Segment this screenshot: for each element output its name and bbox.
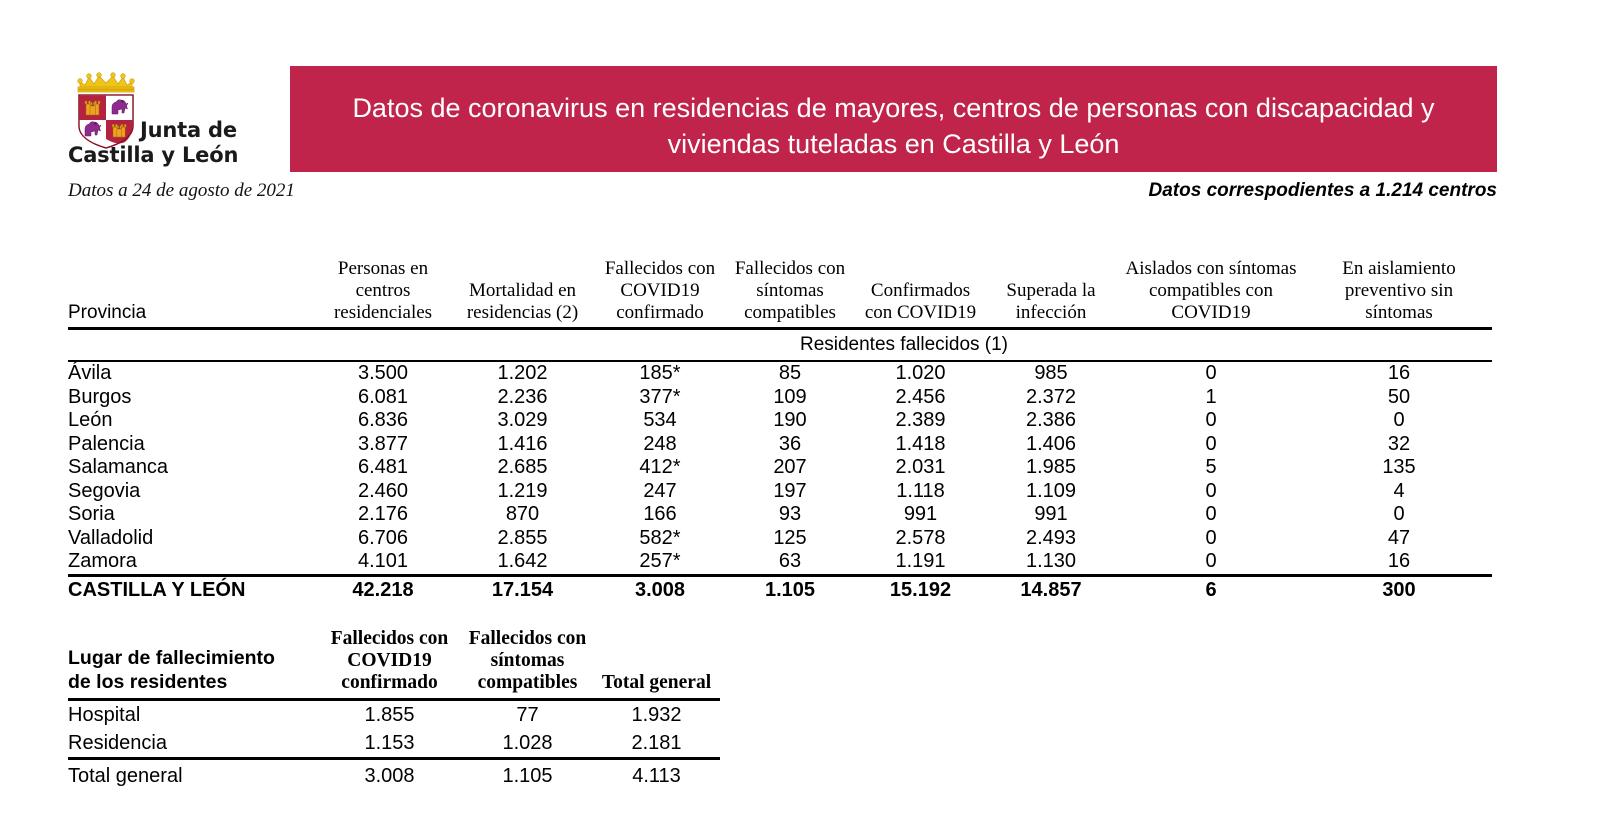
cell-mortalidad: 1.219 xyxy=(497,479,548,502)
col-header-superada-infeccion: Superada la infección xyxy=(986,258,1116,329)
col-header-aislados-sintomas: Aislados con síntomas compatibles con COVID19 xyxy=(1116,258,1306,329)
cell-fallecidos-confirmado: 582* xyxy=(639,526,681,549)
cell-aislados-sintomas: 0 xyxy=(1205,362,1217,384)
place-of-death-table-container xyxy=(68,628,720,792)
table-row xyxy=(68,386,1492,410)
cell-mortalidad: 1.202 xyxy=(497,362,548,384)
cell-provincia: Segovia xyxy=(68,479,141,502)
cell-aislados-sintomas: 0 xyxy=(1205,526,1217,549)
col-header-fallecidos-compatibles: Fallecidos con síntomas compatibles xyxy=(462,628,593,700)
cell-total-mortalidad: 17.154 xyxy=(450,575,595,603)
date-note: Datos a 24 de agosto de 2021 xyxy=(68,180,295,201)
cell-personas: 6.836 xyxy=(357,409,409,431)
cell-aislados-sintomas: 0 xyxy=(1205,432,1217,455)
cell-total-fallecidos-confirmado: 3.008 xyxy=(595,575,725,603)
cell-aislados-sintomas: 0 xyxy=(1205,409,1217,431)
cell-total-aislamiento-preventivo: 300 xyxy=(1306,575,1492,603)
cell-fallecidos-compatibles: 109 xyxy=(773,385,807,408)
cell-personas: 3.877 xyxy=(357,432,409,455)
centers-count-note: Datos correspodientes a 1.214 centros xyxy=(1148,180,1497,201)
cell-fallecidos-compatibles: 190 xyxy=(773,409,807,431)
cell-aislamiento-preventivo: 0 xyxy=(1393,409,1405,431)
cell-aislamiento-preventivo: 47 xyxy=(1387,526,1411,549)
cell-total-fallecidos-compatibles: 1.105 xyxy=(725,575,855,603)
cell-compatibles: 77 xyxy=(516,704,539,726)
cell-fallecidos-compatibles: 36 xyxy=(778,432,802,455)
cell-total-general: 4.113 xyxy=(593,759,720,793)
cell-fallecidos-confirmado: 377* xyxy=(639,385,681,408)
cell-aislados-sintomas: 0 xyxy=(1205,479,1217,502)
section-label-residentes-fallecidos: Residentes fallecidos (1) xyxy=(316,329,1492,362)
table-row xyxy=(68,527,1492,551)
cell-total-label: Total general xyxy=(68,759,317,793)
col-header-fallecidos-compatibles: Fallecidos con síntomas compatibles xyxy=(725,258,855,329)
cell-total-confirmados: 15.192 xyxy=(855,575,986,603)
cell-provincia: Palencia xyxy=(68,432,145,455)
cell-provincia: Zamora xyxy=(68,550,137,572)
cell-mortalidad: 1.642 xyxy=(497,550,548,572)
cell-aislados-sintomas: 0 xyxy=(1205,550,1217,572)
col-header-total-general: Total general xyxy=(593,628,720,700)
cell-superada: 2.386 xyxy=(1025,409,1077,431)
cell-confirmado: 1.855 xyxy=(364,704,415,726)
cell-superada: 1.985 xyxy=(1025,456,1077,478)
cell-personas: 2.460 xyxy=(357,479,409,502)
cell-mortalidad: 3.029 xyxy=(497,409,548,431)
col-header-mortalidad: Mortalidad en residencias (2) xyxy=(450,258,595,329)
provinces-table xyxy=(68,258,1492,603)
section-header-row xyxy=(68,329,1492,362)
cell-fallecidos-compatibles: 93 xyxy=(778,503,802,525)
table-row xyxy=(68,361,1492,386)
col-header-confirmados: Confirmados con COVID19 xyxy=(855,258,986,329)
cell-mortalidad: 2.236 xyxy=(497,385,548,408)
cell-superada: 2.372 xyxy=(1025,385,1077,408)
cell-superada: 1.130 xyxy=(1025,550,1077,572)
provinces-table-container xyxy=(68,258,1492,603)
cell-aislamiento-preventivo: 135 xyxy=(1382,456,1416,478)
col-header-personas-centros: Personas en centros residenciales xyxy=(316,258,450,329)
section-spacer xyxy=(68,329,316,362)
page-title: Datos de coronavirus en residencias de mayores, centros de personas con discapacidad y viviendas tuteladas en Castilla y León xyxy=(352,93,1435,159)
cell-total: 2.181 xyxy=(631,732,682,754)
page-header xyxy=(0,0,1600,215)
table-row xyxy=(68,433,1492,457)
cell-aislados-sintomas: 5 xyxy=(1205,456,1217,478)
cell-provincia: Valladolid xyxy=(68,526,154,549)
col-header-fallecidos-confirmado: Fallecidos con COVID19 confirmado xyxy=(595,258,725,329)
cell-lugar: Hospital xyxy=(68,704,141,726)
cell-fallecidos-compatibles: 85 xyxy=(778,362,802,384)
title-banner xyxy=(290,66,1497,172)
table-row xyxy=(68,456,1492,480)
table-row xyxy=(68,480,1492,504)
cell-lugar: Residencia xyxy=(68,732,167,754)
cell-fallecidos-compatibles: 197 xyxy=(773,479,807,502)
table-row xyxy=(68,550,1492,575)
cell-aislamiento-preventivo: 16 xyxy=(1387,550,1411,572)
col-header-lugar: Lugar de fallecimiento de los residentes xyxy=(68,628,317,700)
cell-personas: 6.481 xyxy=(357,456,409,478)
cell-superada: 1.406 xyxy=(1025,432,1077,455)
cell-aislados-sintomas: 1 xyxy=(1205,385,1217,408)
cell-fallecidos-confirmado: 248 xyxy=(643,432,677,455)
cell-total: 1.932 xyxy=(631,704,682,726)
cell-mortalidad: 2.685 xyxy=(497,456,548,478)
logo-line-2: Castilla y León xyxy=(68,143,239,167)
place-table-total-row xyxy=(68,759,720,793)
cell-mortalidad: 2.855 xyxy=(497,526,548,549)
cell-fallecidos-confirmado: 534 xyxy=(643,409,677,431)
table-header-row xyxy=(68,258,1492,329)
cell-personas: 3.500 xyxy=(357,362,409,384)
cell-aislamiento-preventivo: 4 xyxy=(1393,479,1405,502)
cell-fallecidos-confirmado: 257* xyxy=(639,550,681,572)
cell-personas: 6.706 xyxy=(357,526,409,549)
cell-total-aislados-sintomas: 6 xyxy=(1116,575,1306,603)
cell-personas: 2.176 xyxy=(357,503,409,525)
cell-provincia: Soria xyxy=(68,503,115,525)
cell-total-personas: 42.218 xyxy=(316,575,450,603)
cell-compatibles: 1.028 xyxy=(502,732,553,754)
table-total-row xyxy=(68,575,1492,603)
cell-superada: 985 xyxy=(1034,362,1068,384)
cell-personas: 4.101 xyxy=(357,550,409,572)
cell-personas: 6.081 xyxy=(357,385,409,408)
col-header-aislamiento-preventivo: En aislamiento preventivo sin síntomas xyxy=(1306,258,1492,329)
cell-provincia: Burgos xyxy=(68,385,132,408)
cell-fallecidos-confirmado: 166 xyxy=(643,503,677,525)
cell-superada: 991 xyxy=(1034,503,1068,525)
cell-confirmados: 1.118 xyxy=(896,479,945,502)
col-header-provincia: Provincia xyxy=(68,258,316,329)
cell-total-superada: 14.857 xyxy=(986,575,1116,603)
col-header-fallecidos-confirmado: Fallecidos con COVID19 confirmado xyxy=(317,628,462,700)
cell-fallecidos-compatibles: 125 xyxy=(773,526,807,549)
table-row xyxy=(68,729,720,759)
table-row xyxy=(68,700,720,730)
cell-superada: 2.493 xyxy=(1025,526,1077,549)
cell-provincia: Salamanca xyxy=(68,456,169,478)
place-table-header-row xyxy=(68,628,720,700)
cell-superada: 1.109 xyxy=(1025,479,1077,502)
cell-confirmados: 2.031 xyxy=(895,456,946,478)
logo-line-1: Junta de xyxy=(140,118,237,142)
cell-aislamiento-preventivo: 32 xyxy=(1387,432,1411,455)
cell-fallecidos-compatibles: 63 xyxy=(778,550,802,572)
cell-fallecidos-compatibles: 207 xyxy=(773,456,807,478)
cell-confirmados: 2.456 xyxy=(895,385,946,408)
cell-total-label: CASTILLA Y LEÓN xyxy=(68,575,316,603)
cell-fallecidos-confirmado: 412* xyxy=(639,456,681,478)
cell-confirmados: 1.020 xyxy=(895,362,946,384)
cell-fallecidos-confirmado: 247 xyxy=(643,479,677,502)
cell-aislados-sintomas: 0 xyxy=(1205,503,1217,525)
cell-confirmados: 2.578 xyxy=(895,526,946,549)
cell-aislamiento-preventivo: 50 xyxy=(1387,385,1411,408)
cell-confirmados: 2.389 xyxy=(895,409,946,431)
cell-aislamiento-preventivo: 0 xyxy=(1393,503,1405,525)
cell-confirmados: 991 xyxy=(903,503,938,525)
place-of-death-table xyxy=(68,628,720,792)
cell-fallecidos-confirmado: 185* xyxy=(639,362,681,384)
cell-confirmados: 1.418 xyxy=(895,432,946,455)
table-row xyxy=(68,409,1492,433)
cell-mortalidad: 1.416 xyxy=(497,432,548,455)
table-row xyxy=(68,503,1492,527)
cell-confirmados: 1.191 xyxy=(895,550,946,572)
junta-logo-text xyxy=(68,118,278,168)
cell-provincia: Ávila xyxy=(68,362,112,384)
cell-total-compatibles: 1.105 xyxy=(462,759,593,793)
cell-confirmado: 1.153 xyxy=(364,732,415,754)
cell-provincia: León xyxy=(68,409,113,431)
cell-mortalidad: 870 xyxy=(505,503,540,525)
cell-aislamiento-preventivo: 16 xyxy=(1387,362,1411,384)
cell-total-confirmado: 3.008 xyxy=(317,759,462,793)
